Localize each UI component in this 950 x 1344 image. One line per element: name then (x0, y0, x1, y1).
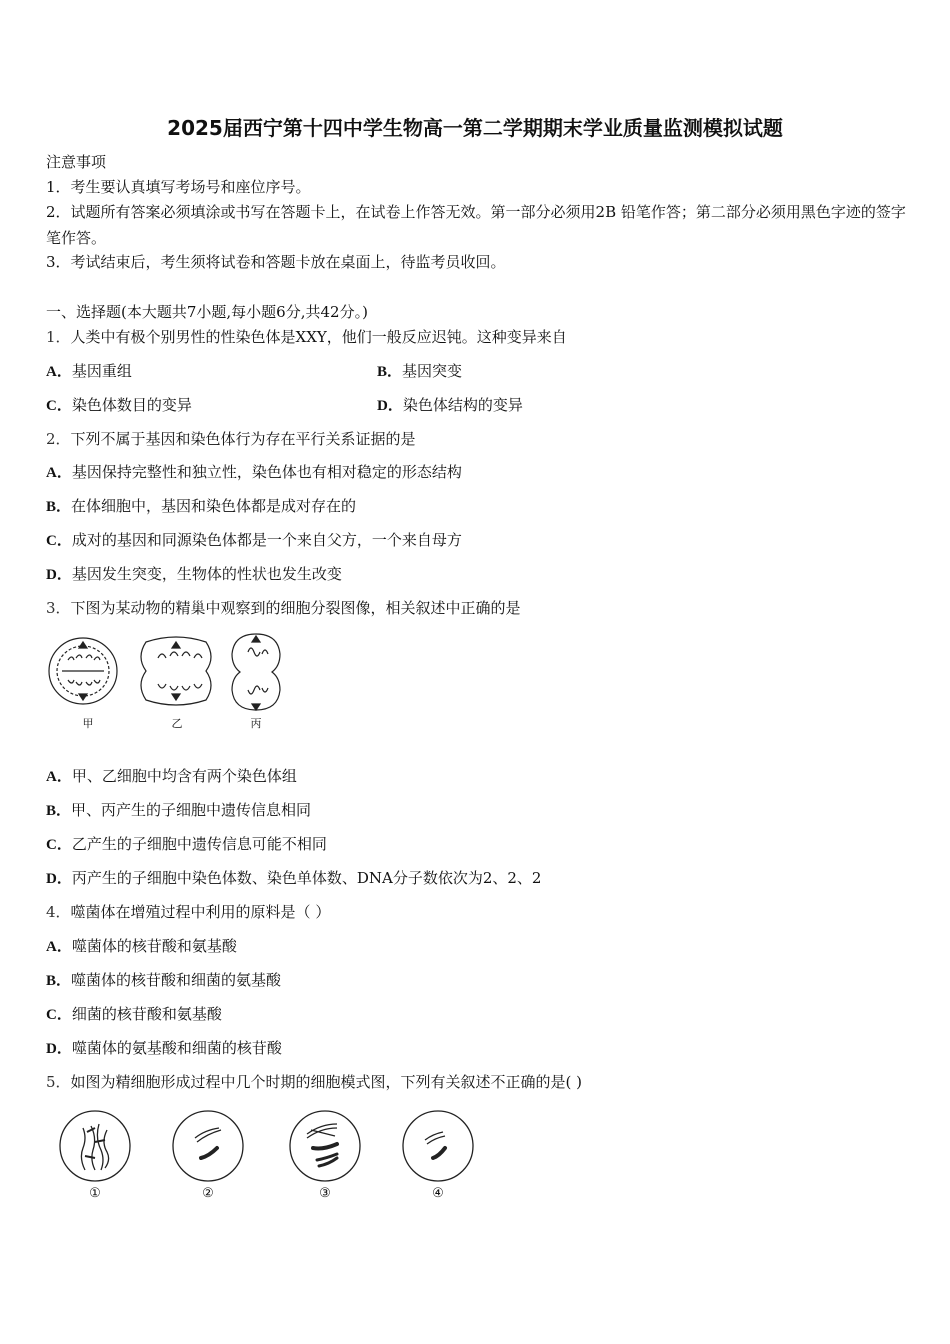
notice-item: 2．试题所有答案必须填涂或书写在答题卡上，在试卷上作答无效。第一部分必须用2B 铅笔作答；第二部分必须用黑色字迹的签字笔作答。 (46, 203, 906, 247)
spermatogenesis-figure (55, 1108, 485, 1188)
option-letter: D． (46, 871, 72, 887)
option-text: 细菌的核苷酸和氨基酸 (71, 1005, 222, 1023)
figure-label: ② (202, 1186, 214, 1201)
question-stem (46, 327, 567, 347)
notice-item: 3．考试结束后，考生须将试卷和答题卡放在桌面上，待监考员收回。 (46, 253, 506, 271)
option (46, 395, 192, 416)
question-number: 3． (46, 599, 71, 617)
option-letter: B． (46, 803, 72, 819)
figure-label: ③ (319, 1186, 331, 1201)
option (46, 361, 132, 382)
option-letter: B． (46, 499, 72, 515)
option-text: 基因保持完整性和独立性，染色体也有相对稳定的形态结构 (71, 463, 462, 481)
option-letter: A． (46, 769, 72, 785)
cell-4-drawing (403, 1111, 473, 1181)
option-text: 噬菌体的核苷酸和细菌的氨基酸 (71, 971, 282, 989)
option-letter: C． (46, 398, 72, 414)
section-heading: 一、选择题(本大题共7小题,每小题6分,共42分。) (46, 303, 368, 321)
option-text: 基因重组 (71, 362, 132, 380)
figure-label: ④ (432, 1186, 444, 1201)
question-text: 如图为精细胞形成过程中几个时期的细胞模式图，下列有关叙述不正确的是( ) (70, 1073, 583, 1091)
option-letter: A． (46, 465, 72, 481)
cell-yi-drawing (141, 637, 211, 705)
option (46, 936, 237, 957)
option-letter: B． (46, 973, 72, 989)
option (377, 395, 523, 416)
option (46, 800, 311, 821)
question-number: 1． (46, 328, 71, 346)
question-number: 5． (46, 1073, 71, 1091)
cell-1-drawing (60, 1111, 130, 1181)
option (46, 834, 327, 855)
cell-bing-drawing (232, 634, 280, 710)
cell-3-drawing (290, 1111, 360, 1181)
question-text: 下列不属于基因和染色体行为存在平行关系证据的是 (70, 430, 416, 448)
option (46, 1038, 282, 1059)
option-text: 染色体数目的变异 (71, 396, 192, 414)
option (46, 462, 462, 483)
option-text: 丙产生的子细胞中染色体数、染色单体数、DNA分子数依次为2、2、2 (71, 869, 542, 887)
option-letter: D． (46, 1041, 72, 1057)
cell-2-drawing (173, 1111, 243, 1181)
question-text: 噬菌体在增殖过程中利用的原料是（ ） (70, 903, 331, 921)
notice-item: 1．考生要认真填写考场号和座位序号。 (46, 178, 311, 196)
option-letter: A． (46, 939, 72, 955)
question-stem (46, 429, 416, 449)
cell-division-figure (46, 628, 296, 728)
figure-label: 甲 (82, 717, 94, 730)
question-text: 下图为某动物的精巢中观察到的细胞分裂图像，相关叙述中正确的是 (70, 599, 521, 617)
option-text: 在体细胞中，基因和染色体都是成对存在的 (71, 497, 357, 515)
option-letter: C． (46, 1007, 72, 1023)
option-letter: B． (377, 364, 403, 380)
question-text: 人类中有极个别男性的性染色体是XXY，他们一般反应迟钝。这种变异来自 (70, 328, 567, 346)
option (46, 564, 342, 585)
question-stem (46, 902, 330, 922)
option-text: 噬菌体的氨基酸和细菌的核苷酸 (71, 1039, 282, 1057)
figure-label: 乙 (171, 717, 183, 730)
option (46, 970, 281, 991)
option-letter: C． (46, 533, 72, 549)
option-text: 甲、乙细胞中均含有两个染色体组 (71, 767, 297, 785)
question-stem (46, 1072, 582, 1092)
option (46, 868, 541, 889)
option-letter: D． (377, 398, 403, 414)
question-number: 4． (46, 903, 71, 921)
option-text: 甲、丙产生的子细胞中遗传信息相同 (71, 801, 312, 819)
question-stem (46, 598, 521, 618)
figure-label: ① (89, 1186, 101, 1201)
option-text: 基因发生突变，生物体的性状也发生改变 (71, 565, 342, 583)
question-number: 2． (46, 430, 71, 448)
notice-heading: 注意事项 (46, 153, 107, 171)
option-text: 染色体结构的变异 (402, 396, 523, 414)
page-title: 2025届西宁第十四中学生物高一第二学期期末学业质量监测模拟试题 (167, 116, 783, 140)
option (46, 496, 356, 517)
option-letter: A． (46, 364, 72, 380)
option-text: 噬菌体的核苷酸和氨基酸 (71, 937, 237, 955)
option (46, 766, 297, 787)
cell-jia-drawing (49, 638, 117, 704)
option-letter: D． (46, 567, 72, 583)
option-letter: C． (46, 837, 72, 853)
option-text: 乙产生的子细胞中遗传信息可能不相同 (71, 835, 327, 853)
option-text: 成对的基因和同源染色体都是一个来自父方，一个来自母方 (71, 531, 462, 549)
option (46, 1004, 222, 1025)
option (46, 530, 462, 551)
option-text: 基因突变 (402, 362, 463, 380)
figure-label: 丙 (250, 717, 262, 730)
option (377, 361, 462, 382)
